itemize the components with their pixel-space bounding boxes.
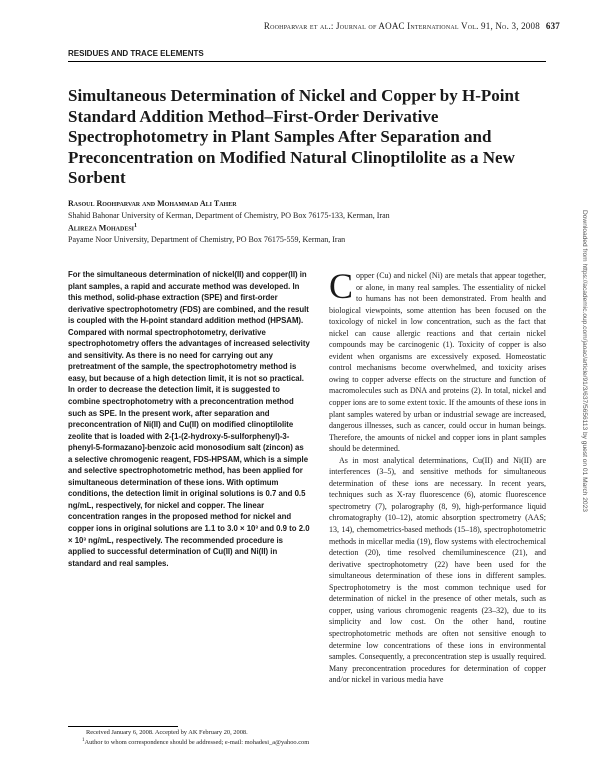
affiliation-2: Payame Noor University, Department of Chemistry, PO Box 76175-559, Kerman, Iran — [68, 235, 346, 244]
footnote-received: Received January 6, 2008. Accepted by AK February 20, 2008. — [86, 729, 248, 736]
section-divider — [68, 61, 546, 62]
affiliation-1: Shahid Bahonar University of Kerman, Department of Chemistry, PO Box 76175-133, Kerman, Iran — [68, 211, 390, 220]
author-2-name: Alireza Mohadesi — [68, 223, 135, 233]
author-line-2 — [68, 223, 137, 233]
abstract: For the simultaneous determination of nickel(II) and copper(II) in plant samples, a rapid and accurate method was developed. In this method, solid-phase extraction (SPE) and first-order derivative spectrophotometry (FDS) are combined, and the result is coupled with the H-point standard addition method (HPSAM). Compared with normal spectrophotometry, derivative spectrophotometry offers the advantages of increased selectivity and sensitivity. As there is no need for carrying out any pretreatment of the sample, the spectrophotometry method is easy, but because of a high detection limit, it is not so practical. In order to decrease the detection limit, it is suggested to combine spectrophotometry with a preconcentration method such as SPE. In the present work, after separation and preconcentration of Ni(II) and Cu(II) on modified clinoptilolite zeolite that is loaded with 2-[1-(2-hydroxy-5-sulforphenyl)-3-phenyl-5-formazano]-benzoic acid monosodium salt (zincon) as a selective chromogenic reagent, FDS-HPSAM, which is a simple and selective spectrophotometric method, has been applied for simultaneous determination of these ions. With optimum conditions, the detection limit in original solutions is 0.7 and 0.5 ng/mL, respectively, for nickel and copper. The linear concentration ranges in the proposed method for nickel and copper ions in original solutions are 1.1 to 3.0 × 10³ and 0.9 to 2.0 × 10³ ng/mL, respectively. The recommended procedure is applied to successful determination of Cu(II) and Ni(II) in standard and real samples. — [68, 270, 310, 568]
footnote-mark: 1 — [82, 738, 85, 743]
drop-cap: C — [329, 266, 354, 306]
page-number: 637 — [545, 21, 560, 31]
footnote-correspondence-line — [82, 737, 316, 747]
author-2-footnote-mark: 1 — [134, 223, 138, 229]
footnote-divider — [68, 726, 178, 727]
running-head — [264, 21, 560, 31]
running-head-text: Roohparvar et al.: Journal of AOAC International Vol. 91, No. 3, 2008 — [263, 21, 540, 31]
footnote-correspondence: Author to whom correspondence should be addressed; e-mail: mohadesi_a@yahoo.com — [84, 739, 310, 747]
body-paragraph-2: As in most analytical determinations, Cu(II) and Ni(II) are interferences (3–5), and sensitive methods for simultaneous determination of these ions are necessary. In recent years, techniques such as X-ray fluorescence (6), atomic fluorescence spectrometry (7), polarography (8, 9), high-performance liquid chromatography (10–12), atomic absorption spectrometry (AAS; 13, 14), chemometrics-based methods (15–18), spectrophotometric methods in micellar media (19), flow systems with electrochemical detection (20), time resolved chemiluminescence (21), and derivative spectrophotometry (22) have been used for the simultaneous determination of these ions in different samples. Spectrophotometry is the most common technique used for determination of nickel in the presence of other metals, such as copper, using various chromogenic reagents (23–32), due to its simplicity and low cost. On the other hand, routine spectrophotometric methods are often not sensitive enough to determine low concentrations of these ions in environmental samples. Consequently, a preconcentration step is usually required. Many preconcentration procedures for determination of copper and/or nickel in various media have — [329, 455, 546, 685]
body-paragraph-1-text: opper (Cu) and nickel (Ni) are metals that appear together, or alone, in many real samples. The essentiality of nickel to humans has not been demonstrated. From health and biological viewpoints, some attention has been focused on the toxicology of nickel in low concentration, such as the fact that nickel can cause allergic reactions and that certain nickel compounds may be carcinogenic (1). Toxicity of copper is also evident when organisms are excessively exposed. Homeostatic control mechanisms become overwhelmed, and toxicity arises owing to copper adverse effects on the structure and function of macromolecules such as DNA and proteins (2). In total, nickel and copper ions are to some extent toxic. If the amounts of these ions in plant samples watered by urban or industrial sewage are increased, dangerous illnesses, such as cancer, could occur in human beings. Therefore, the amounts of nickel and copper ions in plant samples should be determined. — [329, 271, 546, 454]
article-title: Simultaneous Determination of Nickel and Copper by H-Point Standard Addition Method–First-Order Derivative Spectrophotometry in Plant Samples After Separation and Preconcentration on Modified Natural Clinoptilolite as a New Sorbent — [68, 86, 520, 187]
download-notice-text: Downloaded from https://academic.oup.com/jaoac/article/91/3/637/5656113 by guest on 01 March 2023 — [581, 210, 588, 512]
download-notice — [576, 210, 590, 750]
author-line-1: Rasoul Roohparvar and Mohammad Ali Taher — [68, 199, 237, 208]
body-paragraph-1 — [329, 266, 546, 455]
footnote — [82, 729, 316, 747]
section-label: RESIDUES AND TRACE ELEMENTS — [68, 49, 204, 58]
body-column — [329, 266, 546, 686]
